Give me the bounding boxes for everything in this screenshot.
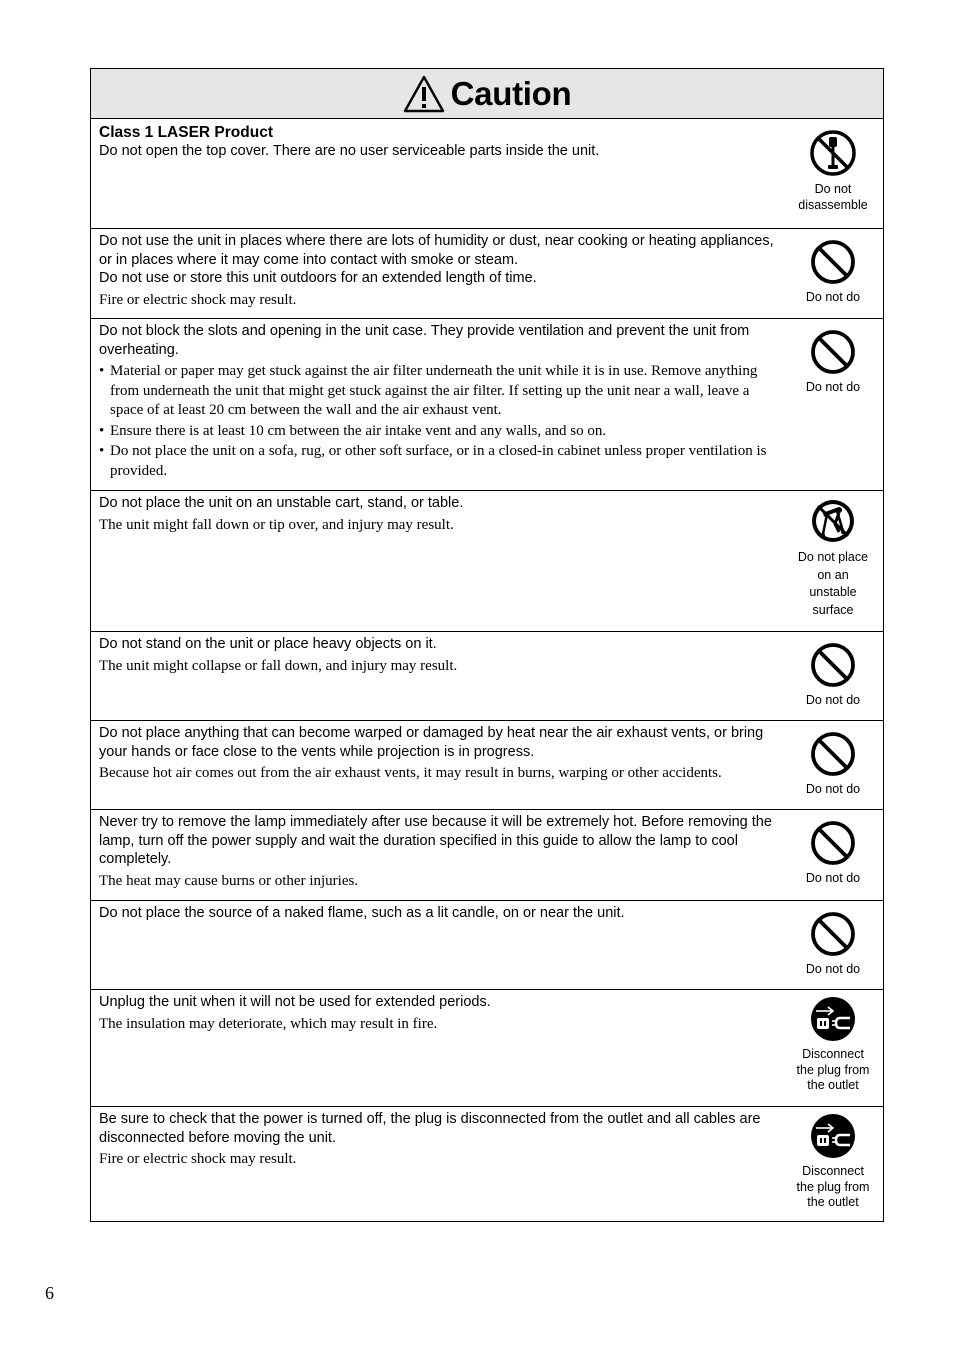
- row-lead: Do not block the slots and opening in the unit case. They provide ventilation and prevent the unit from overheating.: [99, 323, 750, 358]
- row-note: The heat may cause burns or other injuries.: [99, 872, 359, 889]
- row-lead: Do not place the source of a naked flame, such as a lit candle, on or near the unit.: [99, 905, 625, 921]
- no-disassemble-icon: [809, 129, 857, 177]
- row-lead-2: Do not use or store this unit outdoors for an extended length of time.: [99, 270, 537, 286]
- row-note: The insulation may deteriorate, which may result in fire.: [99, 1015, 438, 1032]
- row-lead: Do not stand on the unit or place heavy objects on it.: [99, 636, 437, 652]
- row-note: The unit might collapse or fall down, and injury may result.: [99, 657, 458, 674]
- row-text: [91, 1107, 783, 1223]
- row-icon-cell: [783, 1107, 883, 1223]
- icon-label: Do not do: [805, 290, 861, 304]
- unstable-surface-icon: [809, 498, 857, 544]
- caution-row-ventilation: [91, 319, 883, 491]
- caution-row-moving: [91, 1107, 883, 1223]
- row-icon-cell: [783, 119, 883, 228]
- bullet-item: • Material or paper may get stuck against the air filter underneath the unit while it is in use. Remove anything from underneath the unit that might get stuck against the air filter. If setting up the unit near a wall, leave a space of at least 20 cm between the wall and the air exhaust vent.: [99, 362, 775, 421]
- caution-row-unstable: [91, 491, 883, 632]
- prohibited-icon: [810, 642, 856, 688]
- row-text: [91, 810, 783, 900]
- prohibited-icon: [810, 329, 856, 375]
- icon-label: Do not do: [805, 782, 861, 796]
- row-lead: Unplug the unit when it will not be used for extended periods.: [99, 994, 491, 1010]
- row-text: [91, 901, 783, 989]
- icon-label: Do not do: [805, 962, 861, 976]
- unplug-icon: [810, 996, 856, 1042]
- row-lead: Do not open the top cover. There are no user serviceable parts inside the unit.: [99, 143, 600, 159]
- icon-label: Disconnect the plug from the outlet: [796, 1164, 870, 1209]
- row-icon-cell: [783, 810, 883, 900]
- row-text: [91, 319, 783, 490]
- row-lead: Never try to remove the lamp immediately after use because it will be extremely hot. Before removing the lamp, turn off the power supply and wait the duration specified in this guide to allow the lamp to cool completely.: [99, 814, 772, 867]
- row-text: [91, 229, 783, 318]
- caution-row-laser: [91, 119, 883, 229]
- row-lead: Be sure to check that the power is turned off, the plug is disconnected from the outlet and all cables are disconnected before moving the unit.: [99, 1111, 761, 1146]
- caution-row-exhaust: [91, 721, 883, 810]
- bullet-list: [99, 362, 775, 481]
- row-heading: Class 1 LASER Product: [99, 124, 273, 141]
- caution-row-unplug: [91, 990, 883, 1107]
- row-text: [91, 632, 783, 720]
- row-text: [91, 119, 783, 228]
- icon-label: Do not do: [805, 693, 861, 707]
- row-icon-cell: [783, 491, 883, 631]
- caution-header: [91, 69, 883, 119]
- icon-label: Do not do: [805, 871, 861, 885]
- row-text: [91, 491, 783, 631]
- row-lead: Do not place anything that can become warped or damaged by heat near the air exhaust vents, or bring your hands or face close to the vents while projection is in progress.: [99, 725, 764, 760]
- row-note: Fire or electric shock may result.: [99, 1151, 297, 1167]
- row-note: Fire or electric shock may result.: [99, 291, 297, 308]
- caution-box: [90, 68, 884, 1222]
- row-icon-cell: [783, 319, 883, 490]
- caution-title: Caution: [450, 74, 572, 112]
- caution-row-flame: [91, 901, 883, 990]
- warning-triangle-icon: [403, 75, 445, 113]
- row-icon-cell: [783, 632, 883, 720]
- row-icon-cell: [783, 229, 883, 318]
- prohibited-icon: [810, 731, 856, 777]
- prohibited-icon: [810, 820, 856, 866]
- bullet-item: • Do not place the unit on a sofa, rug, or other soft surface, or in a closed-in cabinet unless proper ventilation is provided.: [99, 442, 775, 481]
- caution-row-humidity: [91, 229, 883, 319]
- unplug-icon: [810, 1113, 856, 1159]
- icon-label: Disconnect the plug from the outlet: [796, 1047, 870, 1092]
- row-lead: Do not place the unit on an unstable cart, stand, or table.: [99, 495, 464, 511]
- prohibited-icon: [810, 911, 856, 957]
- bullet-item: • Ensure there is at least 10 cm between the air intake vent and any walls, and so on.: [99, 422, 775, 442]
- icon-label: Do not do: [805, 380, 861, 394]
- row-text: [91, 721, 783, 809]
- row-note: Because hot air comes out from the air exhaust vents, it may result in burns, warping or other accidents.: [99, 765, 722, 781]
- row-note: The unit might fall down or tip over, and injury may result.: [99, 516, 454, 533]
- row-icon-cell: [783, 721, 883, 809]
- icon-label: Do not disassemble: [798, 182, 868, 212]
- caution-row-heavy: [91, 632, 883, 721]
- row-text: [91, 990, 783, 1106]
- row-icon-cell: [783, 901, 883, 989]
- caution-row-lamp: [91, 810, 883, 901]
- row-lead: Do not use the unit in places where there are lots of humidity or dust, near cooking or heating appliances, or in places where it may come into contact with smoke or steam.: [99, 233, 774, 268]
- icon-label: Do not place on an unstable surface: [797, 550, 869, 617]
- prohibited-icon: [810, 239, 856, 285]
- row-icon-cell: [783, 990, 883, 1106]
- page-number: 6: [45, 1283, 54, 1303]
